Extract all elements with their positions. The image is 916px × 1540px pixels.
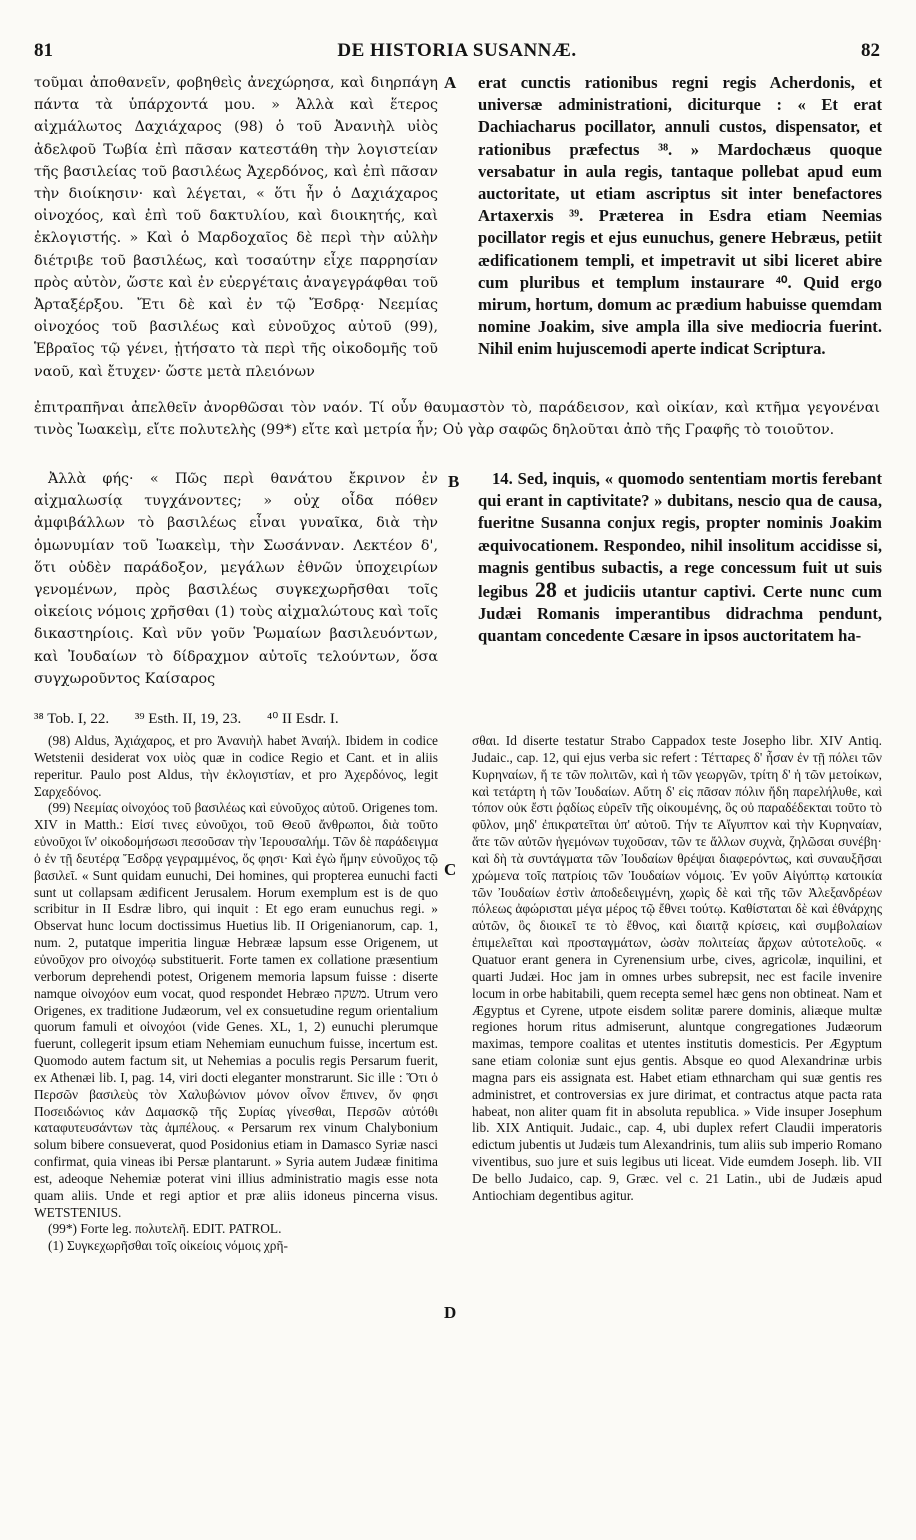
column-number: 28 bbox=[534, 577, 557, 603]
margin-letter-b: B bbox=[448, 472, 460, 491]
latin-column-top bbox=[478, 72, 882, 361]
margin-letter-a: A bbox=[444, 73, 457, 92]
page-number-left: 81 bbox=[34, 40, 53, 61]
greek-text-full: ἐπιτραπῆναι ἀπελθεῖν ἀνορθῶσαι τὸν ναόν. Τί οὖν θαυμαστὸν τὸ, παράδεισον, καὶ οἰκίαν, καὶ κτῆμα γεγονέναι τινὸς Ἰωακεὶμ, εἴτε πολυτελὴς (99*) εἴτε καὶ μετρία ἦν; Οὐ γὰρ σαφῶς δηλοῦται ἀπὸ τῆς Γραφῆς τὸ τοιοῦτον. bbox=[34, 400, 880, 439]
greek-text-top: τοῦμαι ἀποθανεῖν, φοβηθεὶς ἀνεχώρησα, καὶ διηρπάγη πάντα τὰ ὑπάρχοντά μου. » Ἀλλὰ καὶ ἕτερος αἰχμάλωτος Δαχιάχαρος (98) ὁ τοῦ Ἀνανιὴλ υἱὸς ἀδελφοῦ Τωβία ἐπὶ πᾶσαν κατεστάθη τὴν λογιστείαν τῆς βασιλείας τοῦ βασιλέως Ἀχερδόνος, καὶ ἐπὶ πᾶσαν τὴν διοίκησιν· καὶ λέγεται, « ὅτι ἦν ὁ Δαχιάχαρος οἰνοχόος, καὶ ἐπὶ τοῦ δακτυλίου, καὶ διοικητής, καὶ ἐκλογιστής. » Καὶ ὁ Μαρδοχαῖος δὲ περὶ τὴν αὐλὴν διέτριβε τοῦ βασιλέως, καὶ τοσαύτην εἶχε παρρησίαν πρὸς αὐτὸν, ὥστε καὶ ἐν εὐεργέταις ἀναγεγράφθαι τοῦ Ἀρταξέρξου. Ἔτι δὲ καὶ ἐν τῷ Ἔσδρᾳ· Νεεμίας οἰνοχόος τοῦ βασιλέως καὶ εὐνοῦχος αὐτοῦ (99), Ἑβραῖος τῷ γένει, ᾐτήσατο τὰ περὶ τῆς οἰκοδομῆς τοῦ ναοῦ, καὶ ἔτυχεν· ὥστε μετὰ πλειόνων bbox=[34, 75, 438, 380]
footnotes-right-column bbox=[472, 733, 882, 1205]
latin-text-middle bbox=[478, 468, 882, 648]
greek-text-middle: Ἀλλὰ φής· « Πῶς περὶ θανάτου ἔκρινον ἐν αἰχμαλωσίᾳ τυγχάνοντες; » οὐχ οἶδα πόθεν ἀμφιβάλλων τὸ βασιλέως εἶναι γυναῖκα, διὰ τὴν ὁμωνυμίαν τοῦ Ἰωακεὶμ, τὴν Σωσάνναν. Λεκτέον δ', ὅτι οὐδὲν παράδοξον, μεγάλων ἐθνῶν ὑποχειρίων γενομένων, πρὸς βασιλέως συγκεχωρῆσθαι τοῖς οἰκείοις νόμοις χρῆσθαι (1) τοὺς αἰχμαλώτους καὶ τοῖς δικαστηρίοις. Καὶ νῦν γοῦν Ῥωμαίων βασιλευόντων, καὶ Ἰουδαίων τὸ δίδραχμον αὐτοῖς τελούντων, ὅσα συγχωροῦντος Καίσαρος bbox=[34, 471, 438, 687]
page-header bbox=[34, 40, 880, 66]
reference-40: ⁴⁰ II Esdr. I. bbox=[266, 711, 339, 727]
latin-text-middle-end: et judiciis utantur captivi. Certe nunc cum Judæi Romanis imperantibus didrachma pendunt, quantam concedente Cæsare in ipsos auctoritatem ha- bbox=[478, 582, 882, 646]
running-head: DE HISTORIA SUSANNÆ. bbox=[337, 40, 577, 61]
greek-full-width-text bbox=[34, 397, 880, 441]
latin-text-middle-start: 14. Sed, inquis, « quomodo sententiam mortis ferebant qui erant in captivitate? » dubitans, nescio qua de causa, fueritne Susanna conjux regis, propter nominis Joakim æquivocationem. Respondeo, nihil insolitum accidisse si, magnis gentibus subactis, a rege concessum fuit ut suis legibus bbox=[478, 469, 882, 602]
greek-column-middle bbox=[34, 468, 438, 690]
latin-column-middle bbox=[478, 468, 882, 648]
footnote-1: (1) Συγκεχωρῆσθαι τοῖς οἰκείοις νόμοις χρῆ- bbox=[48, 1238, 288, 1254]
footnote-99: (99) Νεεμίας οἰνοχόος τοῦ βασιλέως καὶ εὐνοῦχος αὐτοῦ. Origenes tom. XIV in Matth.: Εἰσί τινες εὐνοῦχοι, τοῦ Θεοῦ ἄνθρωποι, διὰ τοῦτο εὐνοῦχοι ἵν' οἰκοδομήσωσι πεσοῦσαν τὴν Ἱερουσαλήμ. Τῶν δὲ παράδειγμα ὁ ἐν τῇ δευτέρᾳ Ἔσδρᾳ γεγραμμένος, ὅς φησι· Καὶ ἐγὼ ἤμην εὐνοῦχος τῷ βασιλεῖ. « Sunt quidam eunuchi, Dei homines, qui propterea eunuchi facti sunt ut collapsam ædificent Jerusalem. Horum exemplum est is de quo scribitur in II Esdræ libro, qui inquit : Et ego eram eunuchus regi. » Observat hunc locum doctissimus Huetius lib. II Origenianorum, cap. 1, num. 2, putatque imperitia linguæ Hebrææ lapsum esse Origenem, ut εὐνοῦχον pro οἰνοχόῳ substituerit. Forte tamen ex collatione præsentium verborum deprehendi potest, Origenem memoria lapsum fuisse : diserte namque οἰνοχόον eum vocat, quod respondet Hebræo משקה. Utrum vero Origenes, ex traditione Judæorum, vel ex consuetudine regum orientalium quorum famuli et οἰνοχόοι (vide Genes. XL, 1, 2) eunuchi plerumque fuerunt, collegerit ipsum etiam Nehemiam eunuchum fuisse, incertum est. Quomodo autem factum sit, ut Nehemias a poculis regis Persarum fuerit, ex Athenæi lib. I, pag. 14, viri docti eleganter monstrarunt. Sic ille : Ὅτι ὁ Περσῶν βασιλεὺς τὸν Χαλυβώνιον μόνον οἶνον ἔπινεν, ὅν φησι Ποσειδώνιος κἀν Δαμασκῷ τῆς Συρίας γίνεσθαι, Περσῶν αὐτόθι καταφυτευσάντων τὰς ἀμπέλους. « Persarum rex vinum Chalybonium solum bibere consueverat, quod Posidonius etiam in Damasco Syriæ nasci confirmat, quia vineas ibi Persæ plantarunt. » Syria autem Judææ finitima est, adeoque Nehemiæ poterat vini illius administratio magis esse nota quam aliis. Unde et regi aptior et præ aliis idoneus pincerna visus. WETSTENIUS. bbox=[34, 800, 438, 1220]
footnote-1-continued: σθαι. Id diserte testatur Strabo Cappadox teste Josepho libr. XIV Antiq. Judaic., cap. 12, qui ejus verba sic refert : Τέτταρες δ' ἦσαν ἐν τῇ πόλει τῶν Κυρηναίων, ἥ τε τῶν πολιτῶν, καὶ ἡ τῶν γεωργῶν, τρίτη δ' ἡ τῶν μετοίκων, καὶ τετάρτη ἡ τῶν Ἰουδαίων. Αὕτη δ' εἰς πᾶσαν πόλιν ἤδη παρελήλυθε, καὶ τόπον οὐκ ἔστι ῥᾳδίως εὑρεῖν τῆς οἰκουμένης, ὃς οὐ παραδέδεκται τοῦτο τὸ φῦλον, μηδ' ἐπικρατεῖται ὑπ' αὐτοῦ. Τήν τε Αἴγυπτον καὶ τὴν Κυρηναίαν, ἅτε τῶν αὐτῶν ἡγεμόνων τυχοῦσαν, τῶν τε ἄλλων συχνὰ, ζηλῶσαι συνέβη· καὶ δὴ τὰ συντάγματα τῶν Ἰουδαίων θρέψαι διαφερόντως, καὶ συναυξῆσαι χρώμενα τοῖς πατρίοις τῶν Ἰουδαίων νόμοις. Ἐν γοῦν Αἰγύπτῳ κατοικία τῶν Ἰουδαίων ἐστὶν ἀποδεδειγμένη, χωρὶς δὲ καὶ τῆς τῶν Ἀλεξανδρέων πόλεως ἀφώρισται μέγα μέρος τῷ ἔθνει τούτῳ. Καθίσταται δὲ καὶ ἐθνάρχης αὐτῶν, ὃς διοικεῖ τε τὸ ἔθνος, καὶ διαιτᾷ κρίσεις, καὶ συμβολαίων ἐπιμελεῖται καὶ προσταγμάτων, ὡσὰν πολιτείας ἄρχων αὐτοτελοῦς. « Quatuor erant genera in Cyrenensium urbe, cives, agricolæ, inquilini, et quarti Judæi. Hoc jam in omnes urbes subrepsit, nec est facile invenire locum in orbe habitabili, quem recepta semel hæc gens non obtineat. Nam et Ægyptus et Cyrene, utpote eisdem solitæ parere dominis, aliæque multæ regiones horum ritus admiserunt, aluntque congregationes Judæorum maximas, tempore coalitas et utentes institutis domesticis. Per Ægyptum sane etiam coloniæ sunt ejus gentis. Absque eo quod Alexandrinæ urbis magna pars eis assignata est. Habet etiam ethnarcham qui suæ gentis res administret, et controversias ex jure dirimat, et contractus atque pacta rata habeat, non aliter quam fit in absoluta republica. » Vide insuper Josephum lib. XIX Antiquit. Judaic., cap. 4, ubi duplex refert Claudii imperatoris edictum jubentis ut Judæis tum Alexandrinis, tum aliis sub imperio Romano viventibus, suo jure et suis legibus uti liceat. Vide eumdem Joseph. lib. VII De bello Judaico, cap. 9, Græc. vel c. 21 Latin., ubi de Judæis apud Antiochiam degentibus agitur. bbox=[472, 733, 882, 1203]
scripture-references bbox=[34, 709, 880, 729]
margin-letter-d: D bbox=[444, 1303, 457, 1322]
footnote-98: (98) Aldus, Ἀχιάχαρος, et pro Ἀνανιὴλ habet Ἀναήλ. Ibidem in codice Wetstenii desiderat vox υἱὸς quæ in codice Regio et Cant. et in aliis reperitur. Paulo post Aldus, τὴν ἐκλογιστίαν, et pro Ἀχερδόνος, legit Σαρχεδόνος. bbox=[34, 733, 438, 799]
reference-38: ³⁸ Tob. I, 22. bbox=[34, 711, 110, 727]
reference-39: ³⁹ Esth. II, 19, 23. bbox=[134, 711, 242, 727]
footnote-99-star: (99*) Forte leg. πολυτελῆ. EDIT. PATROL. bbox=[48, 1221, 282, 1237]
latin-text-top: erat cunctis rationibus regni regis Acherdonis, et universæ administrationi, diciturque : « Et erat Dachiacharus pocillator, annuli custos, dispensator, et rationibus præfectus ³⁸. » Mardochæus quoque versabatur in aula regis, tantaque pollebat apud eum auctoritate, ut etiam ascriptus sit inter benefactores Artaxerxis ³⁹. Præterea in Esdra etiam Neemias pocillator regis et ejus eunuchus, genere Hebræus, petiit ædificationem templi, et impetravit ut sibi liceret abire cum pluribus et templum instaurare ⁴⁰. Quid ergo mirum, hortum, domum ac prædium habuisse quemdam nomine Joakim, sive ampla illa sive mediocria fuerint. Nihil enim hujuscemodi aperte indicat Scriptura. bbox=[478, 73, 882, 359]
margin-letter-c: C bbox=[444, 860, 457, 879]
greek-column-top bbox=[34, 72, 438, 383]
footnotes-left-column bbox=[34, 733, 438, 1255]
page-number-right: 82 bbox=[861, 40, 880, 61]
